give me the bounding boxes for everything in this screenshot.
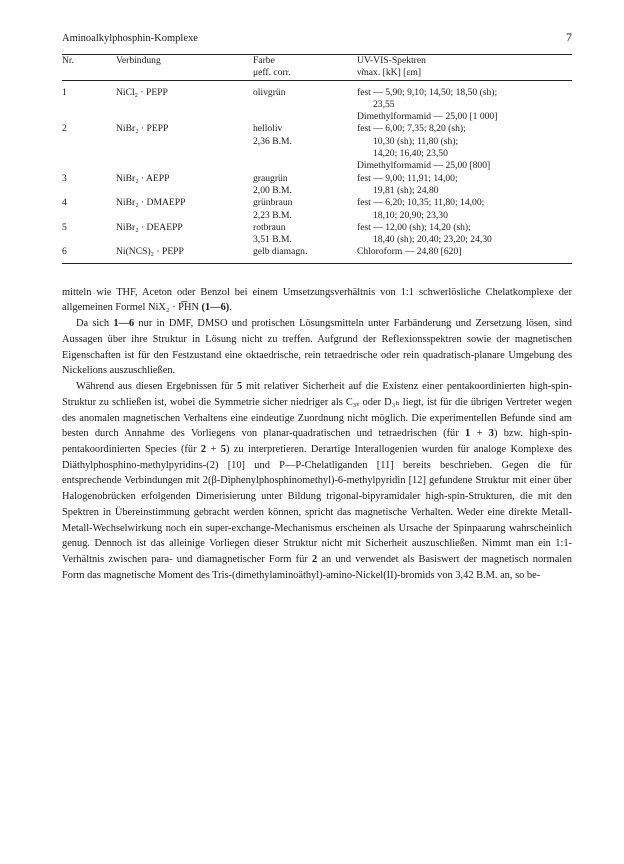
data-table (62, 55, 572, 263)
text-run: mit relativer Sicherheit auf die Existenz einer pentakoordinierten high-spin-Struktur zu schließen ist, wobei die Symmetrie sicher niedriger als C₃ᵥ oder D₃ₕ liegt, ist für die übrigen Vertreter wegen des anomalen magnetischen Verhaltens eine eindeutige Zuordnung nicht möglich. Die experimentellen Befunde sind am besten durch Annahme des Vorliegens von planar-quadratischen und tetraedrischen (für (62, 381, 573, 440)
compound-formula: NiBr₂ · DEAEPP (116, 221, 183, 233)
spectra-line: 18,40 (sh); 20,40; 23,20; 24,30 (373, 234, 492, 246)
table-row (62, 246, 572, 262)
text-run: . (229, 302, 232, 314)
compound-ref: 2 (312, 553, 318, 565)
spectra-line: 19,81 (sh); 24,80 (373, 184, 439, 196)
compound-number: 2 (62, 123, 67, 135)
text-run: Während aus diesen Ergebnissen für (76, 381, 237, 393)
paragraph (62, 316, 572, 379)
table-row (62, 222, 572, 247)
col-header-farbe-sub: μeff. corr. (253, 67, 291, 79)
spectra-line: fest — 6,00; 7,35; 8,20 (sh); (357, 123, 466, 135)
compound-ref: 2 (200, 443, 207, 455)
page (62, 30, 572, 583)
col-header-spektren (357, 55, 572, 80)
color-value: gelb diamagn. (253, 246, 308, 258)
compound-ref: 5 (236, 381, 243, 393)
compound-formula: NiBr₂ · DMAEPP (116, 197, 186, 209)
color-value: olivgrün (253, 86, 286, 98)
table-row (62, 123, 572, 172)
text-run: ) zu interpretieren. Derartige Interallogenien wurden für analoge Komplexe des Diäthylphosphino-methylpyridins-(2) [10] und P—P-Chelatliganden [11] bereits beschrieben. Gegen die für entsprechende Verbindungen mit 2(β-Diphenylphosphinomethyl)-6-methylpyridin [12] gefundene Struktur mit einer über Halogenobrücken erfolgenden Dimerisierung unter Bildung trigonal-bipyramidaler high-spin-Strukturen, die mit den Spektren in Übereinstimmung gebracht werden können, spricht das magnetische Verhalten. Weder eine direkte Metall-Metall-Wechselwirkung noch ein super-exchange-Mechanismus erscheinen als Ursache der Spinpaarung wahrscheinlich genug. Dennoch ist das alleinige Vorliegen dieser Struktur nicht mit Sicherheit auszuschließen. Nimmt man ein 1:1-Verhältnis zwischen para- und diamagnetischer Form für (62, 443, 572, 565)
table-row (62, 173, 572, 198)
color-value: grünbraun (253, 197, 293, 209)
compound-ref: 1 (465, 428, 471, 440)
compound-number: 5 (62, 221, 67, 233)
compound-ref: 5 (220, 443, 226, 455)
magnetic-moment: 2,36 B.M. (253, 135, 292, 147)
col-header-verbindung: Verbindung (116, 55, 161, 66)
color-moment-cell (253, 173, 357, 198)
spectra-cell (357, 81, 572, 124)
text-run: + (470, 428, 489, 440)
magnetic-moment: 2,00 B.M. (253, 184, 292, 196)
running-title: Aminoalkylphosphin-Komplexe (62, 33, 198, 44)
table-bottom-rule (62, 263, 572, 264)
magnetic-moment: 3,51 B.M. (253, 234, 292, 246)
color-moment-cell (253, 81, 357, 124)
compound-formula: NiBr₂ · AEPP (116, 172, 170, 184)
text-run: nur in DMF, DMSO und protischen Lösungsmitteln unter Farbänderung und Zersetzung lösen, sind Aussagen über ihre Struktur in Lösung nicht zu treffen. Aufgrund der Reflexionsspektren sowie der magnetischen Eigenschaften ist für den Festzustand eine oktaedrische, rein tetraedrische oder rein quadratisch-planare Umgebung des Nickelions auszuschließen. (62, 318, 572, 377)
spectra-line: fest — 9,00; 11,91; 14,00; (357, 172, 458, 184)
spectra-line: 23,55 (373, 98, 395, 110)
running-header (62, 30, 572, 46)
spectra-cell (357, 123, 572, 172)
compound-formula: NiBr₂ · PEPP (116, 123, 169, 135)
spectra-line: Dimethylformamid — 25,00 [800] (357, 160, 491, 172)
compound-number: 3 (62, 172, 67, 184)
text-run: an und verwendet als Basiswert der magnetisch normalen Form das magnetische Moment des Tris-(dimethylaminoäthyl)-amino-Nickel(II)-bromids von 3,42 B.M. an, so be- (62, 553, 572, 581)
color-moment-cell (253, 197, 357, 222)
spectra-line: Dimethylformamid — 25,00 [1 000] (357, 111, 498, 123)
spectra-cell (357, 246, 572, 262)
col-header-nr: Nr. (62, 55, 74, 66)
spectra-line: fest — 6,20; 10,35; 11,80; 14,00; (357, 197, 485, 209)
table-row (62, 197, 572, 222)
spectra-line: fest — 12,00 (sh); 14,20 (sh); (357, 221, 471, 233)
magnetic-moment: 2,23 B.M. (253, 209, 292, 221)
col-header-spektren-title: UV-VIS-Spektren (357, 55, 426, 66)
compound-number: 6 (62, 246, 67, 258)
col-header-spektren-sub: ν̃max. [kK] [εm] (357, 67, 422, 79)
col-header-farbe-title: Farbe (253, 55, 275, 66)
color-value: rotbraun (253, 221, 286, 233)
text-run: Da sich (76, 318, 114, 330)
compound-number: 4 (62, 197, 67, 209)
spectra-line: Chloroform — 24,80 [620] (357, 246, 462, 258)
compound-formula: NiCl₂ · PEPP (116, 86, 168, 98)
color-moment-cell (253, 246, 357, 262)
spectra-cell (357, 173, 572, 198)
table-row (62, 81, 572, 124)
spectra-cell (357, 197, 572, 222)
spectra-line: 10,30 (sh); 11,80 (sh); (373, 135, 459, 147)
compound-formula: Ni(NCS)₂ · PEPP (116, 246, 184, 258)
text-run: mitteln wie THF, Aceton oder Benzol bei einem Umsetzungsverhältnis von 1:1 schwerlösliche Chelatkomplexe der allgemeinen Formel NiX₂ · P͡HN (62, 286, 572, 314)
paragraph (62, 379, 572, 583)
page-number: 7 (566, 30, 572, 44)
spectra-line: fest — 5,90; 9,10; 14,50; 18,50 (sh); (357, 86, 498, 98)
compound-ref: (1—6) (201, 302, 230, 314)
text-run: + (206, 443, 221, 455)
color-moment-cell (253, 222, 357, 247)
color-value: graugrün (253, 172, 288, 184)
col-header-farbe (253, 55, 357, 80)
table-header-row (62, 55, 572, 80)
compound-number: 1 (62, 86, 67, 98)
spectra-line: 18,10; 20,90; 23,30 (373, 209, 448, 221)
spectra-line: 14,20; 16,40; 23,50 (373, 148, 448, 160)
compound-ref: 1—6 (113, 318, 135, 330)
text-run: ) bzw. high-spin-pentakoordinierten Species (für (62, 428, 572, 455)
compound-ref: 3 (488, 428, 494, 440)
spectra-cell (357, 222, 572, 247)
color-moment-cell (253, 123, 357, 172)
color-value: helloliv (253, 123, 283, 135)
paragraph (62, 285, 572, 316)
body-text (62, 285, 572, 584)
